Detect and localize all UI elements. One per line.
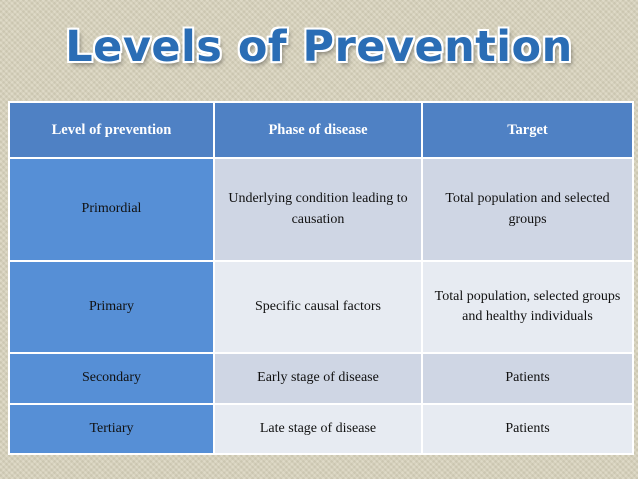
header-level: Level of prevention xyxy=(9,102,214,158)
table-row xyxy=(9,404,633,454)
cell-level: Tertiary xyxy=(9,404,214,454)
table-row xyxy=(9,158,633,261)
cell-level: Secondary xyxy=(9,353,214,403)
cell-level: Primordial xyxy=(9,158,214,261)
cell-target: Total population, selected groups and healthy individuals xyxy=(422,261,633,354)
cell-target: Total population and selected groups xyxy=(422,158,633,261)
cell-target: Patients xyxy=(422,404,633,454)
header-target: Target xyxy=(422,102,633,158)
table-header-row xyxy=(9,102,633,158)
table-row xyxy=(9,261,633,354)
cell-level: Primary xyxy=(9,261,214,354)
cell-phase: Specific causal factors xyxy=(214,261,422,354)
cell-target: Patients xyxy=(422,353,633,403)
header-phase: Phase of disease xyxy=(214,102,422,158)
slide-title: Levels of Prevention xyxy=(65,22,573,72)
cell-phase: Underlying condition leading to causation xyxy=(214,158,422,261)
prevention-table xyxy=(8,101,634,455)
cell-phase: Early stage of disease xyxy=(214,353,422,403)
cell-phase: Late stage of disease xyxy=(214,404,422,454)
table-row xyxy=(9,353,633,403)
